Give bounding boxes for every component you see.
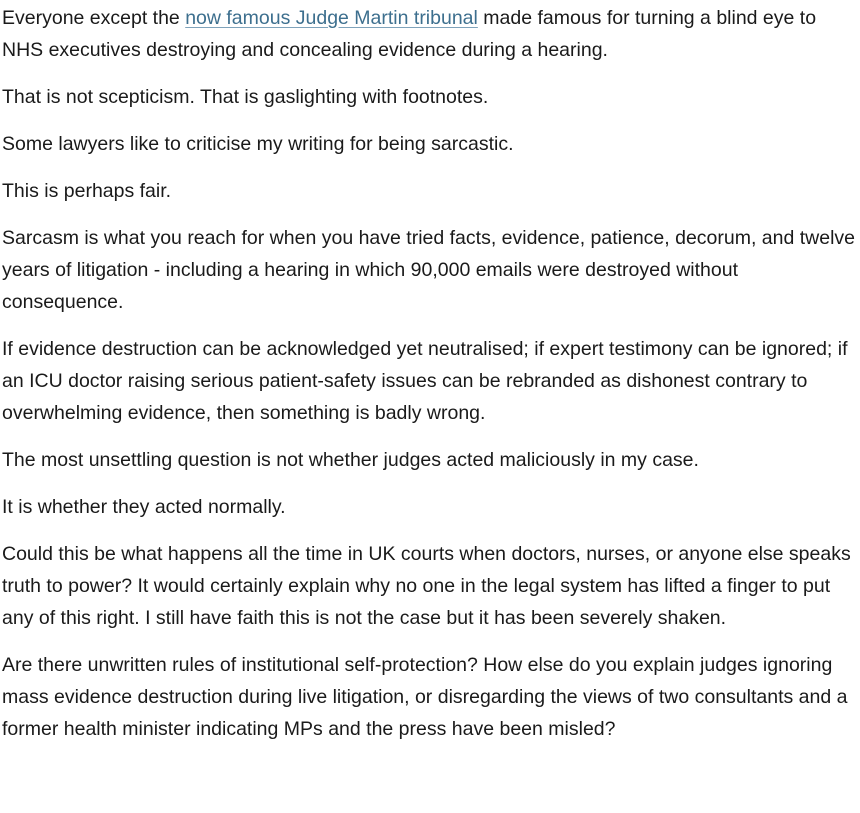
paragraph-unsettling-question: The most unsettling question is not whether judges acted maliciously in my case. xyxy=(2,449,699,471)
paragraph-acted-normally: It is whether they acted normally. xyxy=(2,496,286,518)
paragraph-uk-courts: Could this be what happens all the time in UK courts when doctors, nurses, or anyone else speaks truth to power? It would certainly explain why no one in the legal system has lifted a finger to put any of this right. I still have faith this is not the case but it has been severely shaken. xyxy=(2,543,851,629)
paragraph-intro-lead: Everyone except the xyxy=(2,7,186,29)
paragraph-intro-tail: made famous for turning a blind eye to NHS executives destroying and concealing evidence during a hearing. xyxy=(2,7,817,61)
paragraph-fair: This is perhaps fair. xyxy=(2,180,172,202)
paragraph-intro xyxy=(2,2,860,66)
paragraph-sarcasm: Sarcasm is what you reach for when you have tried facts, evidence, patience, decorum, and twelve years of litigation - including a hearing in which 90,000 emails were destroyed without consequence. xyxy=(2,227,856,313)
paragraph-lawyers: Some lawyers like to criticise my writing for being sarcastic. xyxy=(2,133,514,155)
judge-martin-tribunal-link[interactable]: now famous Judge Martin tribunal xyxy=(185,7,478,29)
paragraph-unwritten-rules: Are there unwritten rules of institutional self-protection? How else do you explain judges ignoring mass evidence destruction during live litigation, or disregarding the views of two consultants and a former health minister indicating MPs and the press have been misled? xyxy=(2,654,848,740)
paragraph-evidence-destruction: If evidence destruction can be acknowledged yet neutralised; if expert testimony can be ignored; if an ICU doctor raising serious patient-safety issues can be rebranded as dishonest contrary to overwhelming evidence, then something is badly wrong. xyxy=(2,338,848,424)
paragraph-gaslighting: That is not scepticism. That is gaslighting with footnotes. xyxy=(2,86,489,108)
